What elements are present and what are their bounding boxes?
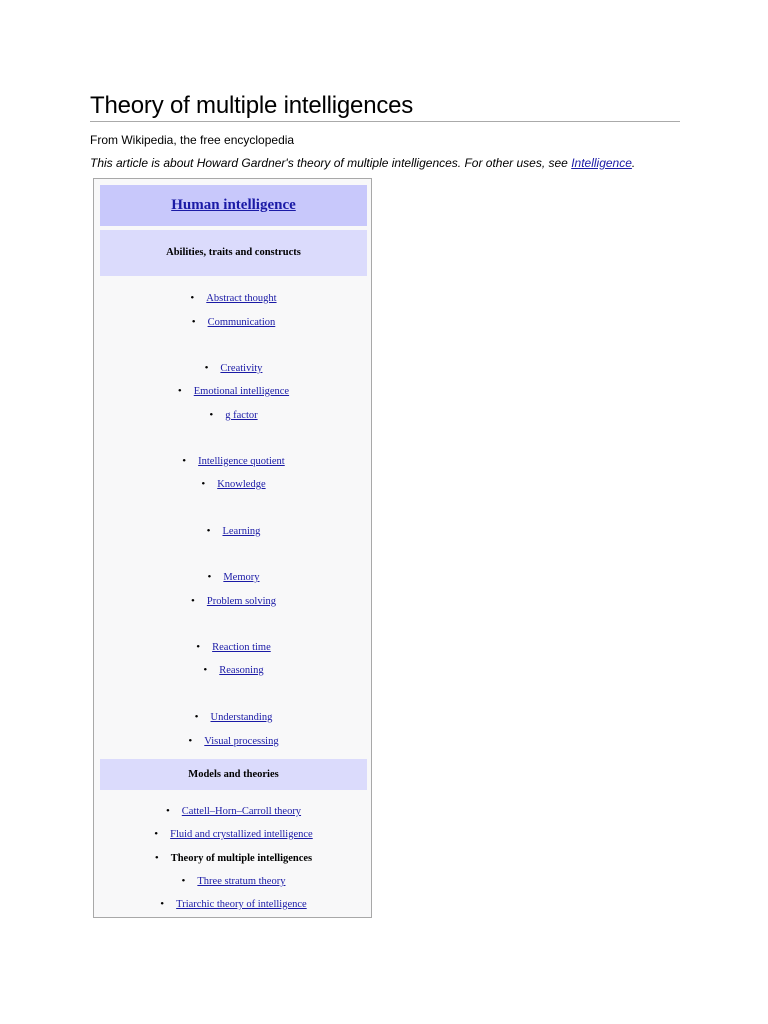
title-divider xyxy=(90,121,680,122)
list-item xyxy=(94,804,373,819)
section-heading-abilities: Abilities, traits and constructs xyxy=(100,230,367,276)
link-intelligence-quotient[interactable]: Intelligence quotient xyxy=(198,456,285,467)
list-item xyxy=(94,454,373,469)
link-knowledge[interactable]: Knowledge xyxy=(217,479,266,490)
list-item xyxy=(94,408,373,423)
list-item xyxy=(94,640,373,655)
bullet-icon: • xyxy=(177,385,182,397)
list-item xyxy=(94,663,373,678)
list-item xyxy=(94,315,373,330)
bullet-icon: • xyxy=(196,641,201,653)
link-reasoning[interactable]: Reasoning xyxy=(219,665,264,676)
bullet-icon: • xyxy=(181,875,186,887)
link-problem-solving[interactable]: Problem solving xyxy=(206,596,276,607)
link-reaction-time[interactable]: Reaction time xyxy=(212,642,271,653)
infobox-title xyxy=(100,185,367,226)
list-item xyxy=(94,477,373,492)
bullet-icon: • xyxy=(207,571,212,583)
link-creativity[interactable]: Creativity xyxy=(220,363,263,374)
list-item xyxy=(94,570,373,585)
link-understanding[interactable]: Understanding xyxy=(210,712,273,723)
hatnote-intelligence-link[interactable]: Intelligence xyxy=(571,156,632,170)
link-visual-processing[interactable]: Visual processing xyxy=(204,736,279,747)
infobox xyxy=(93,178,372,918)
link-memory[interactable]: Memory xyxy=(223,572,260,583)
bullet-icon: • xyxy=(203,664,208,676)
list-item xyxy=(94,594,373,609)
link-communication[interactable]: Communication xyxy=(207,317,276,328)
list-item xyxy=(94,874,373,889)
list-item xyxy=(94,524,373,539)
list-item xyxy=(94,710,373,725)
list-item xyxy=(94,827,373,842)
bullet-icon: • xyxy=(194,711,199,723)
bullet-icon: • xyxy=(154,852,159,864)
list-item xyxy=(94,361,373,376)
bullet-icon: • xyxy=(204,362,209,374)
bullet-icon: • xyxy=(206,525,211,537)
hatnote-text: This article is about Howard Gardner's theory of multiple intelligences. For other uses, see xyxy=(90,156,572,170)
bullet-icon: • xyxy=(191,316,196,328)
link-abstract-thought[interactable]: Abstract thought xyxy=(206,293,277,304)
hatnote-suffix: . xyxy=(631,156,636,170)
bullet-icon: • xyxy=(191,595,195,607)
bullet-icon: • xyxy=(190,292,195,304)
hatnote xyxy=(90,156,635,170)
bullet-icon: • xyxy=(160,898,165,910)
list-item xyxy=(94,734,373,749)
link-g-factor[interactable]: g factor xyxy=(225,410,258,421)
page-title: Theory of multiple intelligences xyxy=(90,92,414,119)
bullet-icon: • xyxy=(165,805,170,817)
bullet-icon: • xyxy=(154,828,159,840)
list-item xyxy=(94,384,373,399)
list-item xyxy=(94,291,373,306)
current-page-item: Theory of multiple intelligences xyxy=(170,853,313,864)
infobox-title-link[interactable]: Human intelligence xyxy=(171,197,296,213)
section-heading-models: Models and theories xyxy=(100,759,367,790)
link-chc-theory[interactable]: Cattell–Horn–Carroll theory xyxy=(181,806,302,817)
bullet-icon: • xyxy=(182,455,187,467)
link-triarchic[interactable]: Triarchic theory of intelligence xyxy=(176,899,307,910)
list-item xyxy=(94,851,373,866)
page-tagline: From Wikipedia, the free encyclopedia xyxy=(90,133,295,147)
link-three-stratum[interactable]: Three stratum theory xyxy=(197,876,286,887)
link-fluid-crystallized[interactable]: Fluid and crystallized intelligence xyxy=(170,829,313,840)
link-emotional-intelligence[interactable]: Emotional intelligence xyxy=(193,386,290,397)
bullet-icon: • xyxy=(188,735,193,747)
bullet-icon: • xyxy=(201,478,206,490)
list-item xyxy=(94,897,373,912)
link-learning[interactable]: Learning xyxy=(222,526,261,537)
bullet-icon: • xyxy=(209,409,214,421)
